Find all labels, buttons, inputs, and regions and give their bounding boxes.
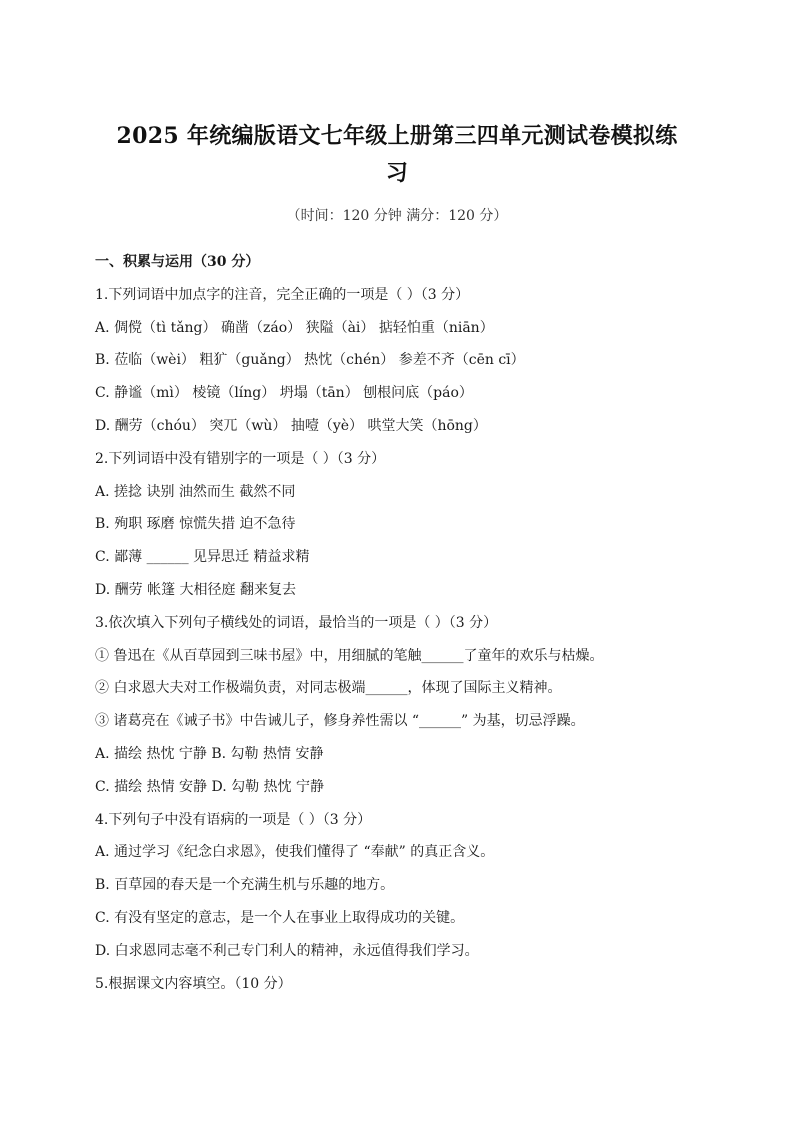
option-line: B. 殉职 琢磨 惊慌失措 迫不急待 xyxy=(95,516,296,533)
question-stem: 2.下列词语中没有错别字的一项是（ ）（3 分） xyxy=(95,450,386,467)
question-stem: 4.下列句子中没有语病的一项是（ ）（3 分） xyxy=(95,811,372,828)
sentence-line: ② 白求恩大夫对工作极端负责，对同志极端______，体现了国际主义精神。 xyxy=(95,680,562,697)
option-line: C. 静谧（mì） 棱镜（líng） 坍塌（tān） 刨根问底（páo） xyxy=(95,385,473,402)
option-line: A. 倜傥（tì tǎng） 确凿（záo） 狭隘（ài） 掂轻怕重（niān） xyxy=(95,319,494,336)
sentence-line: ③ 诸葛亮在《诫子书》中告诫儿子，修身养性需以 “______” 为基，切忌浮躁。 xyxy=(95,713,585,730)
option-line: A. 描绘 热忱 宁静 B. 勾勒 热情 安静 xyxy=(95,745,324,762)
option-line: B. 莅临（wèi） 粗犷（guǎng） 热忱（chén） 参差不齐（cēn cī） xyxy=(95,352,525,369)
title-line-1: 2025 年统编版语文七年级上册第三四单元测试卷模拟练 xyxy=(116,123,678,149)
option-line: D. 酬劳（chóu） 突兀（wù） 抽噎（yè） 哄堂大笑（hōng） xyxy=(95,417,487,434)
question-stem: 1.下列词语中加点字的注音，完全正确的一项是（ ）（3 分） xyxy=(95,286,470,303)
option-line: C. 描绘 热情 安静 D. 勾勒 热忱 宁静 xyxy=(95,778,324,795)
exam-info: （时间：120 分钟 满分：120 分） xyxy=(286,208,508,224)
option-line: A. 搓捻 诀别 油然而生 截然不同 xyxy=(95,483,296,500)
page-title xyxy=(90,118,704,192)
title-line-2: 习 xyxy=(385,160,409,186)
section-heading: 一、积累与运用（30 分） xyxy=(95,254,260,270)
question-content xyxy=(95,252,715,1006)
question-stem: 5.根据课文内容填空。（10 分） xyxy=(95,975,292,992)
option-line: C. 鄙薄 ______ 见异思迁 精益求精 xyxy=(95,549,310,566)
option-line: C. 有没有坚定的意志，是一个人在事业上取得成功的关键。 xyxy=(95,909,465,926)
option-line: A. 通过学习《纪念白求恩》，使我们懂得了 “奉献” 的真正含义。 xyxy=(95,844,495,861)
question-stem: 3.依次填入下列句子横线处的词语，最恰当的一项是（ ）（3 分） xyxy=(95,614,498,631)
option-line: D. 酬劳 帐篷 大相径庭 翻来复去 xyxy=(95,581,296,598)
sentence-line: ① 鲁迅在《从百草园到三味书屋》中，用细腻的笔触______了童年的欢乐与枯燥。 xyxy=(95,647,604,664)
option-line: B. 百草园的春天是一个充满生机与乐趣的地方。 xyxy=(95,877,395,894)
option-line: D. 白求恩同志毫不利己专门利人的精神，永远值得我们学习。 xyxy=(95,942,479,959)
